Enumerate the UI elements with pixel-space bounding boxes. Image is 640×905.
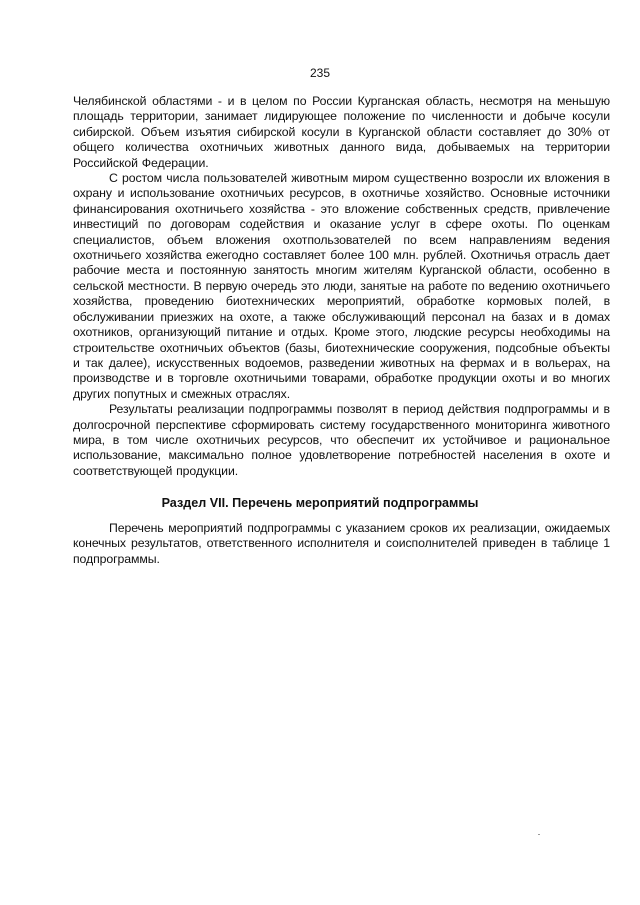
section-heading: Раздел VII. Перечень мероприятий подпрограммы: [161, 496, 479, 510]
paragraph-program-results: Результаты реализации подпрограммы позволят в период действия подпрограммы и в долгосрочной перспективе сформировать систему государственного мониторинга животного мира, в том числе охотничьих ресурсов, что обеспечит их устойчивое и рациональное использование, максимально полное удовлетворение потребностей населения в охоте и соответствующей продукции.: [73, 402, 610, 478]
section-body: [73, 521, 610, 567]
paragraph-continuation: Челябинской областями - и в целом по России Курганская область, несмотря на меньшую площадь территории, занимает лидирующее положение по численности и добыче косули сибирской. Объем изъятия сибирской косули в Курганской области составляет до 30% от общего количества охотничьих животных данного вида, добываемых на территории Российской Федерации.: [73, 94, 610, 170]
paragraph-activities-list: Перечень мероприятий подпрограммы с указанием сроков их реализации, ожидаемых конечных результатов, ответственного исполнителя и соисполнителей приведен в таблице 1 подпрограммы.: [73, 521, 610, 566]
page-number: 235: [309, 66, 331, 80]
body-text: [73, 94, 610, 479]
scan-speck: [538, 834, 540, 835]
paragraph-hunting-investment: С ростом числа пользователей животным миром существенно возросли их вложения в охрану и использование охотничьих ресурсов, в охотничье хозяйство. Основные источники финансирования охотничьего хозяйства - это вложение собственных средств, привлечение инвестиций по договорам содействия и оказание услуг в сфере охоты. По оценкам специалистов, объем вложения охотпользователей по всем направлениям ведения охотничьего хозяйства ежегодно составляет более 100 млн. рублей. Охотничья отрасль дает рабочие места и постоянную занятость многим жителям Курганской области, особенно в сельской местности. В первую очередь это люди, занятые на работе по ведению охотничьего хозяйства, проведению биотехнических мероприятий, обработке кормовых полей, в обслуживании приезжих на охоте, а также обслуживающий персонал на базах и в домах охотников, организующий питание и отдых. Кроме этого, людские ресурсы необходимы на строительстве охотничьих объектов (базы, биотехнические сооружения, подсобные объекты и так далее), искусственных водоемов, разведении животных на фермах и в вольерах, на производстве и в торговле охотничьими товарами, обработке продукции охоты и во многих других попутных и смежных отраслях.: [73, 171, 610, 401]
